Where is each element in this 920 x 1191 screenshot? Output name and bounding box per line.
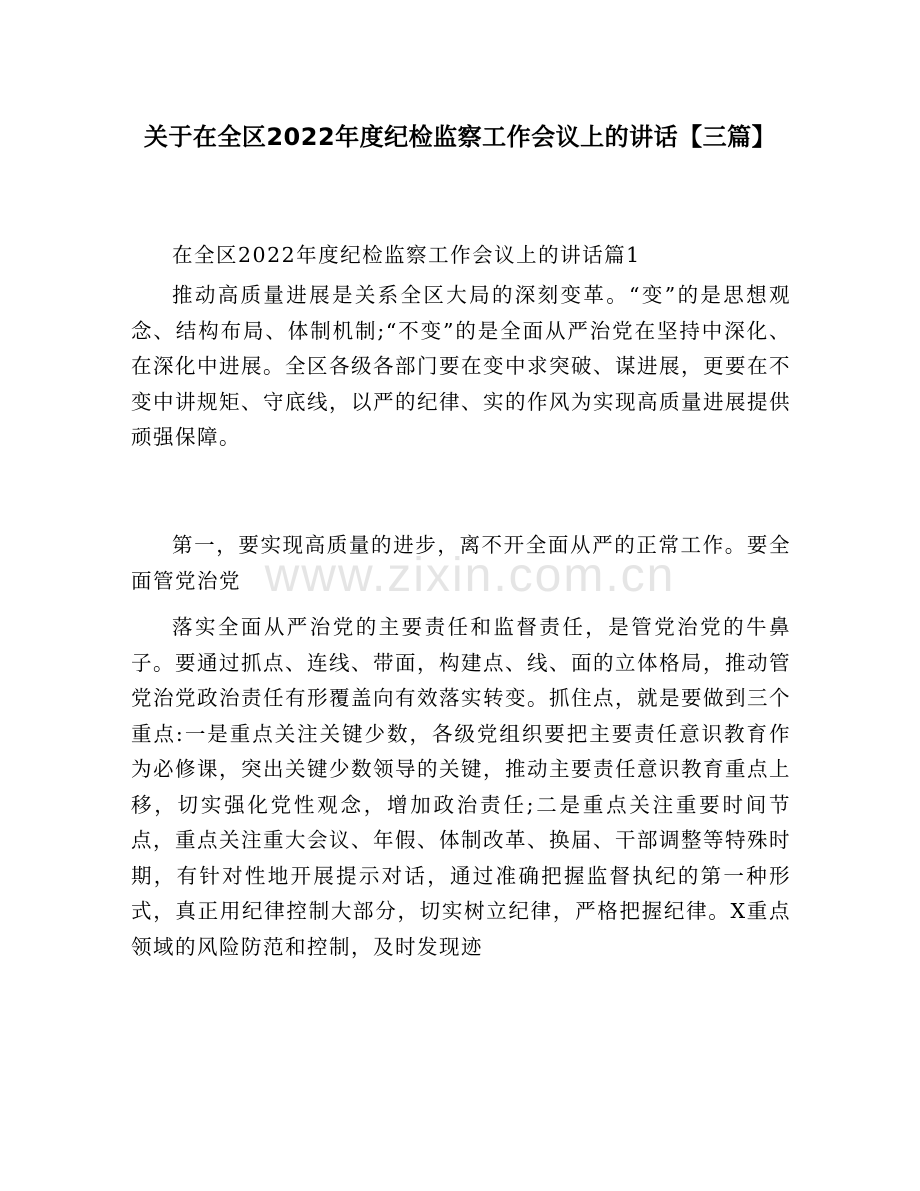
paragraph-1: 推动高质量进展是关系全区大局的深刻变革。“变”的是思想观念、结构布局、体制机制;“不变”的是全面从严治党在坚持中深化、在深化中进展。全区各级各部门要在变中求突破、谋进展，更要在不变中讲规矩、守底线，以严的纪律、实的作风为实现高质量进展提供顽强保障。 [131, 283, 791, 449]
paragraph-3: 落实全面从严治党的主要责任和监督责任，是管党治党的牛鼻子。要通过抓点、连线、带面，构建点、线、面的立体格局，推动管党治党政治责任有形覆盖向有效落实转变。抓住点，就是要做到三个重点:一是重点关注关键少数，各级党组织要把主要责任意识教育作为必修课，突出关键少数领导的关键，推动主要责任意识教育重点上移，切实强化党性观念，增加政治责任;二是重点关注重要时间节点，重点关注重大会议、年假、体制改革、换届、干部调整等特殊时期，有针对性地开展提示对话，通过准确把握监督执纪的第一种形式，真正用纪律控制大部分，切实树立纪律，严格把握纪律。X重点领域的风险防范和控制，及时发现迹 [131, 615, 791, 959]
document-title: 关于在全区2022年度纪检监察工作会议上的讲话【三篇】 [143, 123, 777, 151]
section-heading: 在全区2022年度纪检监察工作会议上的讲话篇1 [172, 243, 641, 267]
watermark: www.zixin.com.cn [264, 549, 676, 602]
paragraph-2: 第一，要实现高质量的进步，离不开全面从严的正常工作。要全面管党治党 [131, 533, 791, 593]
